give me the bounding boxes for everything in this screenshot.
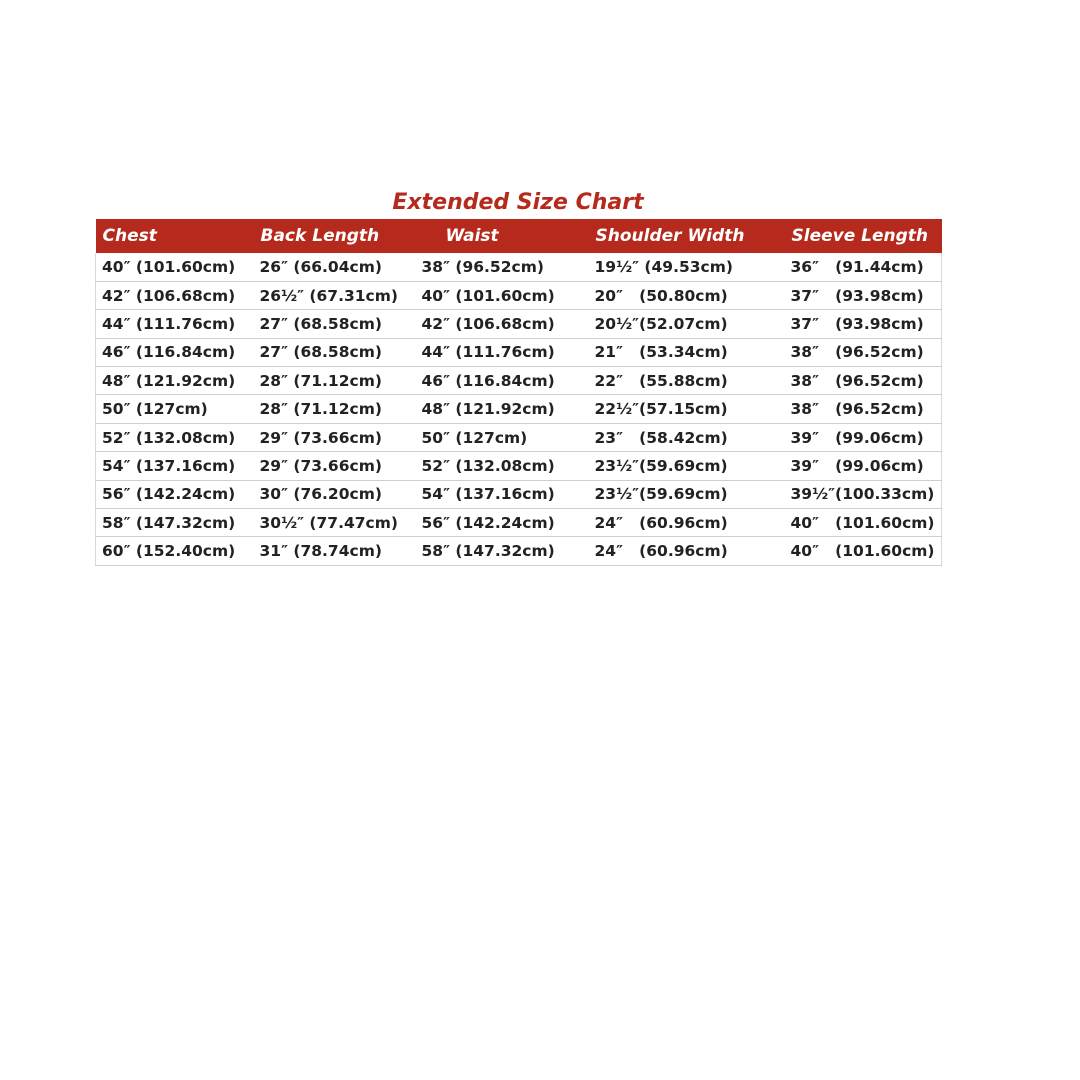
table-row [96,480,942,508]
cell-back-length: 28″ (71.12cm) [259,400,382,419]
cell-waist: 56″ (142.24cm) [421,513,555,532]
cell-chest: 44″ (111.76cm) [102,314,236,333]
cell-back-length: 28″ (71.12cm) [259,371,382,390]
cell-back-length: 31″ (78.74cm) [259,542,382,561]
column-header-sleeve-length: Sleeve Length [791,226,929,246]
cell-back-length: 29″ (73.66cm) [259,428,382,447]
cell-chest: 56″ (142.24cm) [102,485,236,504]
cell-chest: 42″ (106.68cm) [102,286,236,305]
table-row [96,537,942,565]
table-row [96,338,942,366]
column-header-back-length: Back Length [260,226,380,246]
cell-back-length: 27″ (68.58cm) [259,343,382,362]
cell-sleeve-length: 37″ (93.98cm) [790,314,924,333]
column-header-shoulder-width: Shoulder Width [595,226,745,246]
cell-chest: 52″ (132.08cm) [102,428,236,447]
cell-sleeve-length: 38″ (96.52cm) [790,400,924,419]
column-header-waist: Waist [445,226,499,246]
table-row [96,310,942,338]
cell-chest: 54″ (137.16cm) [102,456,236,475]
cell-shoulder-width: 23″ (58.42cm) [594,428,728,447]
chart-title: Extended Size Chart [392,190,644,215]
cell-chest: 40″ (101.60cm) [102,257,236,276]
table-row [96,452,942,480]
cell-sleeve-length: 39″ (99.06cm) [790,456,924,475]
cell-shoulder-width: 19½″ (49.53cm) [594,257,733,276]
cell-shoulder-width: 23½″(59.69cm) [594,456,728,475]
cell-shoulder-width: 21″ (53.34cm) [594,343,728,362]
column-header-chest: Chest [102,226,157,246]
cell-sleeve-length: 37″ (93.98cm) [790,286,924,305]
table-row [96,509,942,537]
cell-shoulder-width: 24″ (60.96cm) [594,513,728,532]
cell-sleeve-length: 39″ (99.06cm) [790,428,924,447]
cell-back-length: 29″ (73.66cm) [259,456,382,475]
table-row [96,281,942,309]
cell-sleeve-length: 38″ (96.52cm) [790,343,924,362]
cell-sleeve-length: 40″ (101.60cm) [790,513,935,532]
table-header-row [96,219,942,253]
cell-back-length: 30″ (76.20cm) [259,485,382,504]
cell-waist: 52″ (132.08cm) [421,456,555,475]
cell-back-length: 26½″ (67.31cm) [259,286,398,305]
table-row [96,253,942,281]
cell-chest: 58″ (147.32cm) [102,513,236,532]
cell-shoulder-width: 20½″(52.07cm) [594,314,728,333]
cell-waist: 46″ (116.84cm) [421,371,555,390]
cell-chest: 46″ (116.84cm) [102,343,236,362]
cell-shoulder-width: 20″ (50.80cm) [594,286,728,305]
cell-waist: 38″ (96.52cm) [421,257,544,276]
cell-chest: 60″ (152.40cm) [102,542,236,561]
cell-sleeve-length: 39½″(100.33cm) [790,485,935,504]
cell-back-length: 30½″ (77.47cm) [259,513,398,532]
cell-shoulder-width: 22″ (55.88cm) [594,371,728,390]
cell-waist: 58″ (147.32cm) [421,542,555,561]
cell-shoulder-width: 23½″(59.69cm) [594,485,728,504]
cell-waist: 40″ (101.60cm) [421,286,555,305]
table-row [96,423,942,451]
cell-chest: 50″ (127cm) [102,400,208,419]
size-table [95,219,942,566]
cell-waist: 50″ (127cm) [421,428,528,447]
cell-back-length: 27″ (68.58cm) [259,314,382,333]
table-row [96,395,942,423]
cell-back-length: 26″ (66.04cm) [259,257,382,276]
cell-sleeve-length: 40″ (101.60cm) [790,542,935,561]
cell-shoulder-width: 24″ (60.96cm) [594,542,728,561]
cell-waist: 44″ (111.76cm) [421,343,555,362]
table-row [96,367,942,395]
cell-waist: 48″ (121.92cm) [421,400,555,419]
cell-waist: 42″ (106.68cm) [421,314,555,333]
cell-chest: 48″ (121.92cm) [102,371,236,390]
table-body [96,253,942,565]
cell-sleeve-length: 38″ (96.52cm) [790,371,924,390]
cell-shoulder-width: 22½″(57.15cm) [594,400,728,419]
cell-sleeve-length: 36″ (91.44cm) [790,257,924,276]
cell-waist: 54″ (137.16cm) [421,485,555,504]
size-chart [95,187,941,566]
